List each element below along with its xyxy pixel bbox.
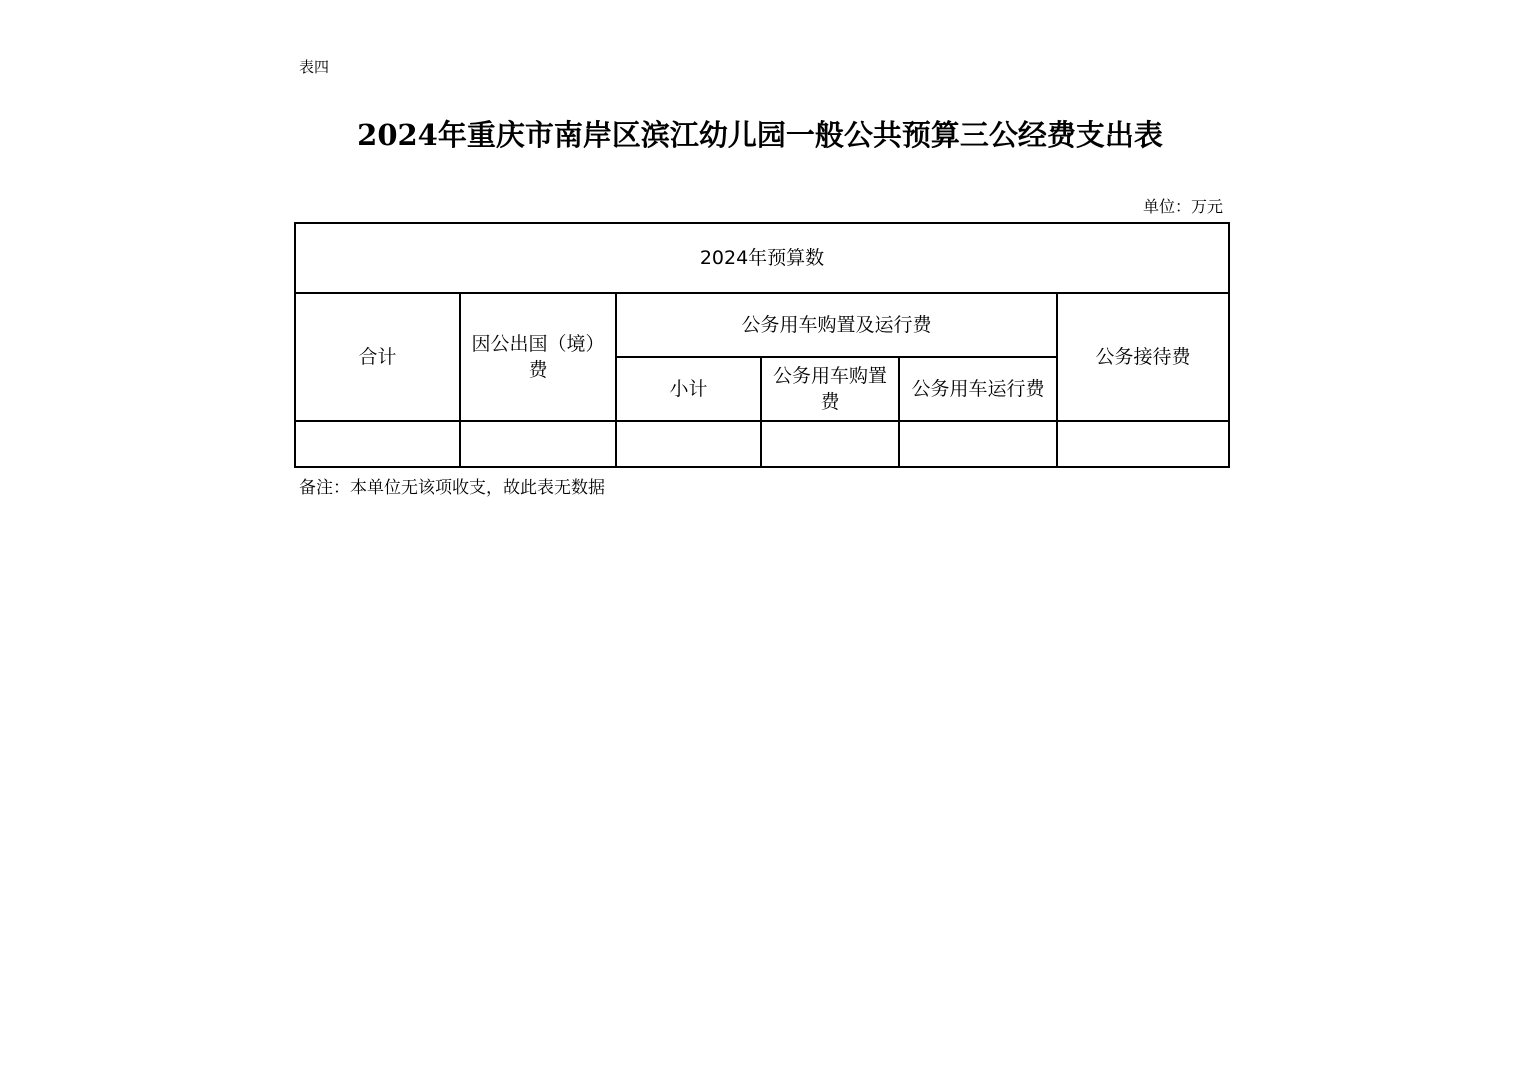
subtotal-header: 小计 <box>616 357 761 421</box>
table-column-header-row <box>295 293 1229 357</box>
table-cell <box>761 421 899 467</box>
table-cell <box>899 421 1057 467</box>
table-cell <box>295 421 460 467</box>
table-cell <box>616 421 761 467</box>
table-cell <box>460 421 616 467</box>
table-header-row <box>295 223 1229 293</box>
table-label: 表四 <box>299 58 330 76</box>
table-cell <box>1057 421 1229 467</box>
reception-expense-header: 公务接待费 <box>1057 293 1229 421</box>
vehicle-expense-group-header: 公务用车购置及运行费 <box>616 293 1057 357</box>
total-header: 合计 <box>295 293 460 421</box>
vehicle-operation-header: 公务用车运行费 <box>899 357 1057 421</box>
unit-label: 单位：万元 <box>1142 197 1223 216</box>
vehicle-purchase-header: 公务用车购置费 <box>761 357 899 421</box>
abroad-expense-header: 因公出国（境）费 <box>460 293 616 421</box>
remark-note: 备注：本单位无该项收支，故此表无数据 <box>299 478 605 498</box>
budget-year-header: 2024年预算数 <box>295 223 1229 293</box>
page-title: 2024年重庆市南岸区滨江幼儿园一般公共预算三公经费支出表 <box>357 118 1163 152</box>
budget-table <box>294 222 1230 468</box>
table-data-row <box>295 421 1229 467</box>
